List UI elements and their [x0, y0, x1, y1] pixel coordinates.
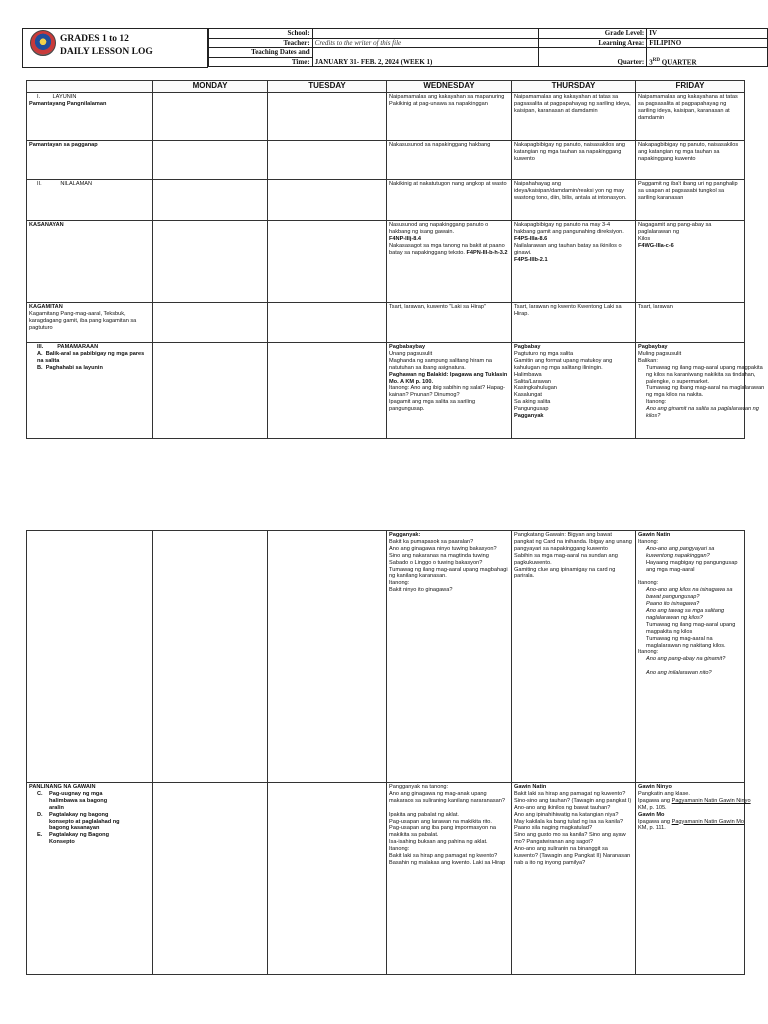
cell-line: Pangkatang Gawain: Bigyan ang bawat pangkat ng Card na inihanda. Ibigay ang unang pangyayari sa napakinggang kuwento: [514, 532, 632, 552]
cell-line: Balikan:: [638, 357, 658, 364]
cell-line: Itanong:: [389, 580, 410, 587]
page2-fri: [636, 531, 745, 783]
cell-line: [638, 573, 742, 580]
pamamaraan-a-key: A.: [37, 350, 43, 357]
cell-line: Halimbawa: [514, 371, 542, 378]
cell-line: Pagbabay: [514, 344, 541, 350]
cell-line: Muling pagsusulit: [638, 350, 682, 357]
layunin-sub: Pamantayang Pangnilalaman: [29, 100, 107, 107]
cell-line: Bakit ka pumapasok sa paaralan?: [389, 538, 474, 545]
cell-line: Itanong:: [646, 399, 667, 406]
kasanayan-fri-code: F4WG-IIIa-c-6: [638, 242, 674, 249]
cell-mon: [153, 221, 268, 303]
quarter-label: Quarter:: [539, 48, 647, 67]
kasanayan-thu-3: Nailalarawan ang tauhan batay sa ikinilos o ginawi.: [514, 242, 622, 256]
cell-line: [389, 805, 509, 812]
paglinang-item-c: [29, 791, 150, 812]
cell-line: Kasingkahulugan: [514, 385, 557, 392]
kagamitan-sub: Kagamitang Pang-mag-aaral, Teksbuk, karagdagang gamit, iba pang kagamitan sa pagtuturo: [29, 310, 137, 331]
layunin-wed: Naipamamalas ang kakayahan sa mapanuring Pakikinig at pag-unawa sa napakinggan: [387, 93, 512, 141]
cell-tue: [268, 531, 387, 783]
cell-line: Ano ang ginagawa ninyo tuwing bakasyon?: [389, 545, 497, 552]
pamamaraan-item-b: [29, 365, 150, 372]
label-layunin: [27, 93, 153, 141]
paglinang-item-e: [29, 832, 150, 846]
school-value: [312, 29, 539, 39]
kasanayan-fri: [636, 221, 745, 303]
paglinang-d-text: Pagtalakay ng bagong konsepto at paglalahad ng bagong kasanayan: [49, 811, 120, 832]
paglinang-title: PANLINANG NA GAWAIN: [29, 784, 96, 790]
cell-line: Hayaang magbigay ng pangungusap ang mga mag-aaral: [646, 559, 738, 573]
label-nilalaman: [27, 180, 153, 221]
grade-level-label: Grade Level:: [539, 29, 647, 39]
quarter-num: 3: [649, 58, 653, 66]
paglinang-fri-ipagawa-2: [638, 818, 745, 826]
cell-line: Bakit laki sa hirap ang pamagat ng kuwento?: [514, 790, 626, 797]
cell-line: Unang pagsusulit: [389, 350, 433, 357]
cell-line: [638, 663, 742, 670]
label-paglinang: [27, 783, 153, 975]
cell-line: Itanong:: [638, 538, 659, 545]
day-wednesday: WEDNESDAY: [387, 81, 512, 93]
cell-line: Pagtuturo ng mga salita: [514, 350, 574, 357]
row-pagganyak-cont: [27, 531, 745, 783]
pamamaraan-wed: [387, 343, 512, 439]
cell-line: Pag-usapan ang larawan na makikita rito.: [389, 818, 492, 825]
cell-line: Tumawag ng mag-aaral na maglalarawan ng nakitang kilos.: [646, 635, 726, 649]
cell-line: Ano ang tawag sa mga salitang naglalarawan ng kilos?: [646, 607, 725, 621]
paglinang-fri: [636, 783, 751, 975]
cell-mon: [153, 783, 268, 975]
cell-line: palengke, o supermarket.: [646, 378, 710, 385]
deped-seal-icon: [30, 30, 56, 56]
cell-line: Ano-ano ang pangyayari sa kuwentong napakinggan?: [646, 545, 715, 559]
cell-label-empty: [27, 531, 153, 783]
cell-line: Bakit ninyo ito ginagawa?: [389, 587, 453, 594]
kasanayan-thu-code-2: F4PS-IIIb-2.1: [514, 256, 548, 263]
row-kagamitan: [27, 303, 745, 343]
day-thursday: THURSDAY: [512, 81, 636, 93]
kasanayan-wed-3: Nakasasagot sa mga tanong na bakit at paano batay sa napakinggang teksto.: [389, 242, 505, 256]
label-pamamaraan: [27, 343, 153, 439]
learning-area-label: Learning Area:: [539, 38, 647, 48]
cell-line: Pagbabaybay: [389, 344, 426, 350]
cell-line: Paano sila naging magkatulad?: [514, 825, 593, 832]
cell-line: Itanong:: [389, 846, 410, 853]
cell-line: Maghanda ng sampung salitang hiram na natutuhan sa ibang asignatura.: [389, 357, 492, 371]
kasanayan-wed-code-1: F4NP-IIIj-8.4: [389, 235, 422, 242]
layunin-heading: [29, 94, 150, 101]
cell-line: Isa-isahing buksan ang pahina ng aklat.: [389, 839, 488, 846]
layunin-num: I.: [37, 94, 41, 100]
cell-line: Pangganyak na tanong:: [389, 784, 449, 790]
label-kagamitan: [27, 303, 153, 343]
kagamitan-title: KAGAMITAN: [29, 304, 63, 310]
cell-line: Tumawag ng ibang mag-aaral na maglalarawan: [646, 385, 765, 392]
cell-line: Paano ito isinagawa?: [646, 601, 700, 608]
nilalaman-num: II.: [37, 181, 42, 187]
row-paglinang: [27, 783, 745, 975]
paglinang-e-text: Pagtalakay ng Bagong Konsepto: [49, 832, 109, 846]
paglinang-wed: [387, 783, 512, 975]
day-header-row: [27, 81, 745, 93]
dates-label-2: Time:: [209, 57, 313, 67]
label-pagganap: Pamantayan sa pagganap: [27, 141, 153, 180]
kagamitan-thu: Tsart, larawan ng kwento Kwentong Laki sa Hirap.: [512, 303, 636, 343]
kagamitan-wed: Tsart, larawan, kuwento "Laki sa Hirap": [387, 303, 512, 343]
title-line-1: GRADES 1 to 12: [60, 34, 129, 44]
cell-line: kilos?: [646, 413, 661, 420]
cell-line: Pag-usapan ang iba pang impormasyon na makikita sa pabalat.: [389, 825, 496, 839]
row-nilalaman: [27, 180, 745, 221]
kasanayan-fri-1: Nagagamit ang pang-abay sa paglalarawan ng: [638, 222, 712, 235]
cell-mon: [153, 180, 268, 221]
nilalaman-title: NILALAMAN: [60, 181, 93, 187]
page2-wed: [387, 531, 512, 783]
cell-line: Ano-ano ang suliranin na binanggit sa kuwento? (Tawagin ang Pangkat II) Naranasan nab a ito ng inyong pamilya?: [514, 846, 631, 866]
cell-tue: [268, 303, 387, 343]
kasanayan-wed-code-2: F4PN-III-b-h-3.2: [466, 249, 508, 256]
cell-line: Gawin Natin: [638, 532, 671, 538]
dates-label-1: Teaching Dates and: [209, 48, 313, 58]
lesson-grid-page1: [26, 80, 765, 439]
pamamaraan-heading: [29, 344, 150, 351]
dates-value-text: JANUARY 31- FEB. 2, 2024 (WEEK 1): [314, 58, 433, 66]
row-pagganap: [27, 141, 745, 180]
cell-line: Kasalungat: [514, 392, 542, 399]
paglinang-e-key: E.: [37, 832, 43, 839]
cell-line: Ano ang ipinahihiwatig na katangian niya?: [514, 811, 619, 818]
cell-tue: [268, 783, 387, 975]
cell-line: Itanong: Ano ang ibig sabihin ng salat? Hapag-kainan? Pnunan? Dinumog?: [389, 385, 506, 399]
paglinang-fri-pangkatin: Pangkatin ang klase.: [638, 790, 690, 797]
row-kasanayan: [27, 221, 745, 303]
ipagawa-2-prefix: Ipagawa ang: [638, 818, 672, 825]
cell-line: Ano ang inilalarawan nito?: [646, 670, 712, 677]
kasanayan-thu-1: Nakapagbibigay ng panuto na may 3-4 hakbang gamit ang pangunahing direksiyon.: [514, 222, 624, 235]
grade-level-value: IV: [647, 29, 768, 39]
learning-area-value: FILIPINO: [647, 38, 768, 48]
cell-line: Basahin ng malakas ang kwento. Laki sa Hirap: [389, 859, 506, 866]
quarter-rest: QUARTER: [660, 58, 697, 66]
cell-line: Sabihin sa mga mag-aaral na sundan ang pagkukuwento.: [514, 552, 618, 566]
cell-line: Pagganyak:: [389, 532, 421, 538]
day-monday: MONDAY: [153, 81, 268, 93]
cell-tue: [268, 93, 387, 141]
cell-line: Tumawag ng ilang mag-aaral upang magbahagi ng kanilang karanasan.: [389, 566, 508, 580]
cell-line: Ano ang ginamit na salita sa paglalarawan ng: [646, 406, 759, 413]
kasanayan-wed-1: Nasusunod ang napakinggang panuto o hakbang ng isang gawain.: [389, 222, 489, 235]
nilalaman-heading: [29, 181, 150, 188]
paglinang-fri-ipagawa-1: [638, 797, 751, 805]
cell-line: Pagganyak: [514, 413, 544, 420]
cell-line: Ipagamit ang mga salita sa sariling pangungusap.: [389, 399, 476, 413]
cell-line: Gamitin ang format upang matukoy ang kahulugan ng mga salitang iliningin.: [514, 357, 613, 371]
dates-value: [312, 48, 539, 67]
nilalaman-thu: Naipahahayag ang ideya/kaisipan/damdamin/reaksi yon ng may wastong tono, diin, bilis, antala at intonasyon.: [512, 180, 636, 221]
paglinang-item-d: [29, 812, 150, 833]
kasanayan-fri-2: Kilos: [638, 235, 651, 242]
pamamaraan-item-a: [29, 351, 150, 365]
paglinang-fri-km-2: KM, p. 111.: [638, 825, 666, 832]
quarter-value: [647, 48, 768, 67]
paglinang-fri-gawin-ninyo: Gawin Ninyo: [638, 784, 672, 790]
cell-mon: [153, 93, 268, 141]
cell-mon: [153, 531, 268, 783]
cell-line: Ano-ano ang kilos na isinagawa sa bawat pangungusap?: [646, 587, 733, 601]
paglinang-d-key: D.: [37, 811, 43, 818]
cell-line: Paghawan ng Balakid: Ipagawa ang Tuklasin Mo. A KM p. 100.: [389, 371, 508, 385]
row-layunin: [27, 93, 745, 141]
kasanayan-wed: [387, 221, 512, 303]
header-info-table: [208, 28, 768, 67]
kasanayan-thu-code-1: F4PS-IIIa-8.6: [514, 235, 548, 242]
layunin-thu: Naipamamalas ang kakayahan at tatas sa pagsasalita at pagpapahayag ng sariling ideya, kaisipan, karanasan at damdamin: [512, 93, 636, 141]
cell-line: Sino-sino ang tauhan? (Tawagin ang pangkat I): [514, 797, 632, 804]
cell-line: Gamiting clue ang ipinamigay na card ng parirala.: [514, 566, 616, 580]
nilalaman-wed: Nakikinig at nakatutugon nang angkop at wasto: [387, 180, 512, 221]
paglinang-c-key: C.: [37, 790, 43, 797]
pagganap-wed: Nakasusunod sa napakinggang hakbang: [387, 141, 512, 180]
layunin-fri: Naipamamalas ang kakayahana at tatas sa pagsasalita at pagpapahayag ng sariling ideya, kaisipan, karanasan at damdamin: [636, 93, 745, 141]
teacher-label: Teacher:: [209, 38, 313, 48]
cell-line: ng mga kilos na nakita.: [646, 392, 704, 399]
title-line-2: DAILY LESSON LOG: [60, 47, 153, 57]
cell-line: Pagbaybay: [638, 344, 668, 350]
cell-line: Tumawag ng ilang mag-aaral upang magpakita ng kilos: [646, 621, 736, 635]
pamamaraan-fri: [636, 343, 765, 439]
pamamaraan-b-text: Paghahabi sa layunin: [45, 364, 103, 371]
kasanayan-thu: [512, 221, 636, 303]
label-kasanayan: KASANAYAN: [27, 221, 153, 303]
cell-line: Ano-ano ang ikinilos ng bawat tauhan?: [514, 804, 611, 811]
school-label: School:: [209, 29, 313, 39]
pamamaraan-thu: [512, 343, 636, 439]
paglinang-fri-km-1: KM, p. 105.: [638, 804, 667, 811]
cell-tue: [268, 180, 387, 221]
pamamaraan-title: PAMAMARAAN: [57, 344, 99, 350]
paglinang-c-text: Pag-uugnay ng mga halimbawa sa bagong aralin: [49, 790, 108, 811]
cell-line: Itanong:: [638, 649, 659, 656]
row-pamamaraan: [27, 343, 745, 439]
day-tuesday: TUESDAY: [268, 81, 387, 93]
cell-mon: [153, 343, 268, 439]
cell-line: Sino ang nakaranas na magtinda tuwing Sabado o Linggo o tuwing bakasyon?: [389, 552, 489, 566]
cell-mon: [153, 303, 268, 343]
pagganap-thu: Nakapagbibigay ng panuto, naisasakilos ang katangian ng mga tauhan sa napakinggang kuwento: [512, 141, 636, 180]
paglinang-fri-gawin-mo: Gawin Mo: [638, 811, 665, 818]
day-friday: FRIDAY: [636, 81, 745, 93]
page2-thu: [512, 531, 636, 783]
cell-mon: [153, 141, 268, 180]
cell-line: Tumawag ng ilang mag-aaral upang magpakita: [646, 364, 763, 371]
ipagawa-1-link: Pagyamanin Natin Gawin Ninyo: [671, 797, 751, 804]
pamamaraan-b-key: B.: [37, 364, 43, 371]
ipagawa-1-prefix: Ipagawa ang: [638, 797, 672, 804]
cell-tue: [268, 141, 387, 180]
pamamaraan-num: III.: [37, 344, 44, 350]
teacher-value: Credits to the writer of this file: [312, 38, 539, 48]
layunin-title: LAYUNIN: [52, 94, 77, 100]
cell-line: ng kilos na karaniwang nakikita sa tindahan,: [646, 371, 756, 378]
ipagawa-2-link: Pagyamanin Natin Gawin Mo: [671, 818, 745, 825]
cell-line: May kakilala ka bang tulad ng isa sa kanila?: [514, 818, 624, 825]
pamamaraan-a-text: Balik-aral sa pabibigay ng mga pares na salita: [37, 350, 145, 364]
cell-line: Sa aking salita: [514, 399, 551, 406]
cell-line: Ipakita ang pabalat ng aklat.: [389, 811, 459, 818]
lesson-grid-page2: [26, 530, 751, 975]
corner-cell: [27, 81, 153, 93]
quarter-sup: RD: [652, 57, 660, 63]
cell-line: Itanong:: [638, 580, 659, 587]
cell-line: Pangungusap: [514, 406, 549, 413]
cell-tue: [268, 343, 387, 439]
cell-line: Bakit laki sa hirap ang pamagat ng kwento?: [389, 853, 498, 860]
cell-line: Ano ang pang-abay na ginamit?: [646, 656, 726, 663]
cell-line: Sino ang gusto mo sa kanila? Sino ang ayaw mo? Pangatwiranan ang sagot?: [514, 832, 626, 846]
cell-line: Salita/Larawan: [514, 378, 552, 385]
nilalaman-fri: Paggamit ng iba't ibang uri ng panghalip sa usapan at pagsasabi tungkol sa sariling karanasan: [636, 180, 745, 221]
cell-line: Ano ang ginagawa ng mag-anak upang makaraos sa suliraning kanilang nararanasan?: [389, 790, 505, 804]
paglinang-thu: [512, 783, 636, 975]
cell-line: Gawin Natin: [514, 784, 547, 790]
cell-tue: [268, 221, 387, 303]
kagamitan-fri: Tsart, larawan: [636, 303, 745, 343]
pagganap-fri: Nakapagbibigay ng panuto, naisasakilos ang katangian ng mga tauhan sa napakinggang kuwento: [636, 141, 745, 180]
